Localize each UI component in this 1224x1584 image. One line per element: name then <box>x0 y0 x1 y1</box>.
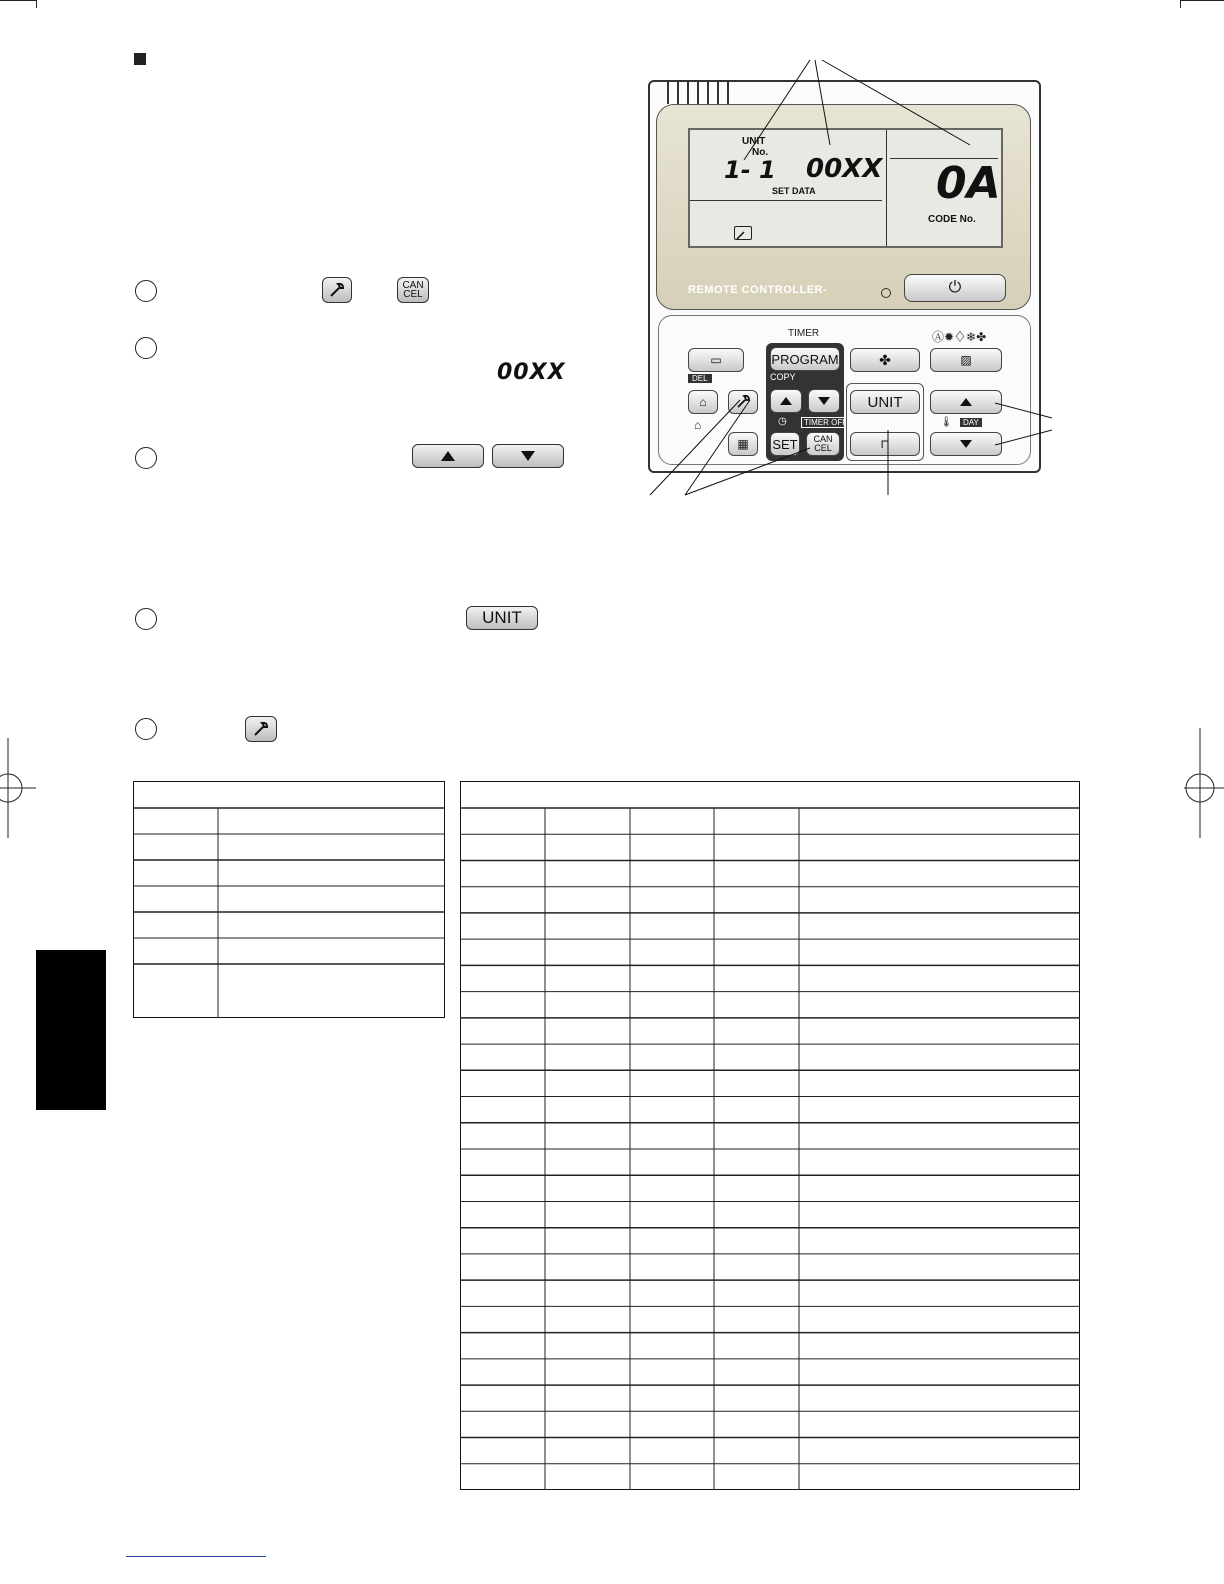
timer-off-badge: TIMER OFF <box>801 417 850 428</box>
step-circle-4 <box>135 608 157 630</box>
cancel-button-icon[interactable] <box>397 277 429 303</box>
ventilation-icon: ⌂ <box>699 395 707 409</box>
crop-mark <box>0 0 36 1</box>
lcd-no-label: No. <box>752 147 769 158</box>
chapter-tab <box>36 950 106 1110</box>
wrench-button-icon[interactable] <box>322 277 352 303</box>
black-square-icon <box>134 53 146 65</box>
home-leave-icon: ⌂ <box>694 418 702 432</box>
brand-label: REMOTE CONTROLLER- <box>688 284 828 296</box>
up-arrow-button-icon[interactable] <box>412 444 484 468</box>
registration-mark-left <box>0 738 40 838</box>
cancel-label: CAN CEL <box>402 280 424 300</box>
lcd-code-no-value: 0A <box>936 158 1001 209</box>
set-label: SET <box>772 436 798 452</box>
callout-lines <box>640 50 1070 510</box>
step-circle-5 <box>135 718 157 740</box>
lcd-unit-number: 1- 1 <box>724 156 776 184</box>
crop-mark <box>1180 0 1181 8</box>
lcd-unit-label: UNIT <box>742 136 766 147</box>
footer-rule <box>126 1556 266 1557</box>
lcd-set-data-value: 00XX <box>806 154 883 184</box>
down-arrow-button-icon[interactable] <box>492 444 564 468</box>
copy-label: COPY <box>770 372 796 382</box>
crop-mark <box>36 0 37 8</box>
program-label: PROGRAM <box>771 351 839 367</box>
unit-button-icon[interactable] <box>466 606 538 630</box>
del-badge: DEL <box>688 374 712 383</box>
timer-label: TIMER <box>788 328 820 339</box>
registration-mark-right <box>1184 728 1224 838</box>
cancel-label: CAN CEL <box>813 434 833 453</box>
power-icon: ⏻ <box>948 279 962 296</box>
louver-icon: ⊓ <box>880 437 890 451</box>
thermometer-icon: 🌡 <box>940 417 953 428</box>
mode-icons: Ⓐ✹♢❄✤ <box>932 330 987 344</box>
lcd-code-no-label: CODE No. <box>928 214 976 225</box>
crop-mark <box>1180 0 1224 1</box>
fan-icon: ✤ <box>879 351 891 368</box>
schedule-icon: ▭ <box>710 353 722 367</box>
wrench-button-icon[interactable] <box>245 716 277 742</box>
clock-icon: ◷ <box>778 416 787 427</box>
unit-button-label: UNIT <box>482 608 522 627</box>
lcd-set-data-label: SET DATA <box>772 186 816 196</box>
display-value-00xx: 00XX <box>497 360 566 385</box>
step-circle-3 <box>135 447 157 469</box>
day-badge: DAY <box>960 418 982 427</box>
grid-icon: ▦ <box>737 437 749 451</box>
step-circle-1 <box>135 280 157 302</box>
step-circle-2 <box>135 337 157 359</box>
unit-label: UNIT <box>867 393 903 411</box>
table-right <box>460 781 1080 1490</box>
mode-icon: ▨ <box>960 353 972 367</box>
table-left <box>133 781 445 1018</box>
